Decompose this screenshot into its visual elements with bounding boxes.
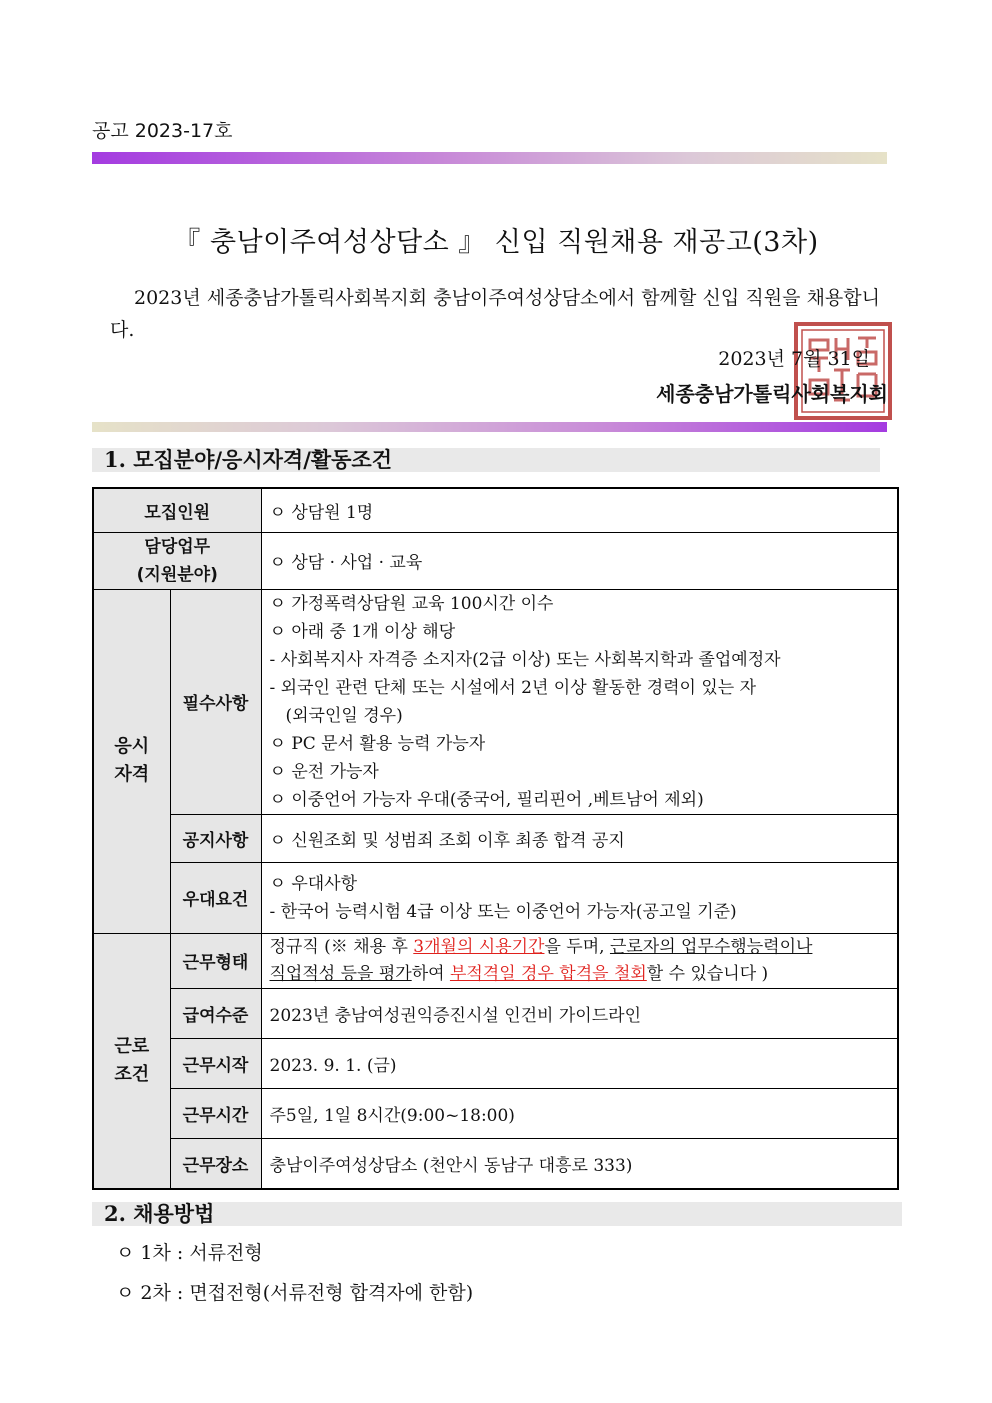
intro-paragraph: 2023년 세종충남가톨릭사회복지회 충남이주여성상담소에서 함께할 신입 직원을 채용합니다. <box>110 287 880 341</box>
selection-step: ㅇ 1차 : 서류전형 <box>116 1242 263 1264</box>
probation-period-text: 3개월의 시용기간 <box>413 936 545 957</box>
start-date-value: 2023. 9. 1. (금) <box>261 1038 898 1088</box>
required-line: - 사회복지사 자격증 소지자(2급 이상) 또는 사회복지학과 졸업예정자 <box>269 649 781 670</box>
preference-label: 우대요건 <box>170 862 261 933</box>
table-row <box>93 1088 898 1138</box>
organization-name: 세종충남가톨릭사회복지회 <box>656 382 888 406</box>
table-row <box>93 589 898 814</box>
evaluation-text: 근로자의 업무수행능력이나 <box>609 936 813 957</box>
workplace-label: 근무장소 <box>170 1138 261 1189</box>
table-row <box>93 988 898 1038</box>
duty-label-line: 담당업무 <box>144 536 211 557</box>
notice-value: ㅇ 신원조회 및 성범죄 조회 이후 최종 합격 공지 <box>261 814 898 862</box>
employment-type-value <box>261 933 898 988</box>
required-line: ㅇ 아래 중 1개 이상 해당 <box>269 621 456 642</box>
salary-value: 2023년 충남여성권익증진시설 인건비 가이드라인 <box>261 988 898 1038</box>
required-line: - 외국인 관련 단체 또는 시설에서 2년 이상 활동한 경력이 있는 자 <box>269 677 757 698</box>
type-text: 을 두며, <box>544 936 610 957</box>
document-title: 『 충남이주여성상담소 』 신입 직원채용 재공고(3차) <box>173 227 819 258</box>
required-line: (외국인일 경우) <box>285 705 403 726</box>
top-divider-bar <box>92 152 887 164</box>
notice-date: 2023년 7월 31일 <box>718 348 870 370</box>
work-conditions-group-label <box>93 933 170 1189</box>
work-hours-label: 근무시간 <box>170 1088 261 1138</box>
notice-label: 공지사항 <box>170 814 261 862</box>
salary-label: 급여수준 <box>170 988 261 1038</box>
evaluation-text: 직업적성 등을 평가 <box>269 963 412 984</box>
start-date-label: 근무시작 <box>170 1038 261 1088</box>
work-hours-value: 주5일, 1일 8시간(9:00~18:00) <box>261 1088 898 1138</box>
selection-step: ㅇ 2차 : 면접전형(서류전형 합격자에 한함) <box>116 1282 474 1304</box>
revocation-text: 부적격일 경우 합격을 철회 <box>449 963 647 984</box>
table-row <box>93 1138 898 1189</box>
recruit-value: ㅇ 상담원 1명 <box>261 488 898 532</box>
qualification-group-line: 자격 <box>114 764 150 785</box>
middle-divider-bar <box>92 422 887 432</box>
workplace-value: 충남이주여성상담소 (천안시 동남구 대흥로 333) <box>261 1138 898 1189</box>
notice-number: 공고 2023-17호 <box>92 120 233 142</box>
required-label: 필수사항 <box>170 589 261 814</box>
work-group-line: 조건 <box>114 1063 150 1085</box>
table-row <box>93 1038 898 1088</box>
section1-heading: 1. 모집분야/응시자격/활동조건 <box>92 448 880 472</box>
required-value <box>261 589 898 814</box>
recruit-label: 모집인원 <box>93 488 261 532</box>
duty-label <box>93 532 261 589</box>
recruitment-table <box>92 487 899 1190</box>
table-row <box>93 488 898 532</box>
type-text: 하여 <box>411 963 450 984</box>
duty-label-line: (지원분야) <box>136 564 218 585</box>
qualification-group-line: 응시 <box>114 736 150 757</box>
preference-line: ㅇ 우대사항 <box>269 873 358 894</box>
employment-type-label: 근무형태 <box>170 933 261 988</box>
required-line: ㅇ PC 문서 활용 능력 가능자 <box>269 733 486 754</box>
required-line: ㅇ 이중언어 가능자 우대(중국어, 필리핀어 ,베트남어 제외) <box>269 789 704 810</box>
preference-value <box>261 862 898 933</box>
type-text: 할 수 있습니다 ) <box>646 963 769 984</box>
duty-value: ㅇ 상담 · 사업 · 교육 <box>261 532 898 589</box>
work-group-line: 근로 <box>114 1035 150 1057</box>
table-row <box>93 814 898 862</box>
section2-heading: 2. 채용방법 <box>92 1202 902 1226</box>
type-text: 정규직 (※ 채용 후 <box>269 936 414 957</box>
qualification-group-label <box>93 589 170 933</box>
table-row <box>93 862 898 933</box>
required-line: ㅇ 가정폭력상담원 교육 100시간 이수 <box>269 593 554 614</box>
table-row <box>93 532 898 589</box>
required-line: ㅇ 운전 가능자 <box>269 761 379 782</box>
preference-line: - 한국어 능력시험 4급 이상 또는 이중언어 가능자(공고일 기준) <box>269 901 737 922</box>
table-row <box>93 933 898 988</box>
